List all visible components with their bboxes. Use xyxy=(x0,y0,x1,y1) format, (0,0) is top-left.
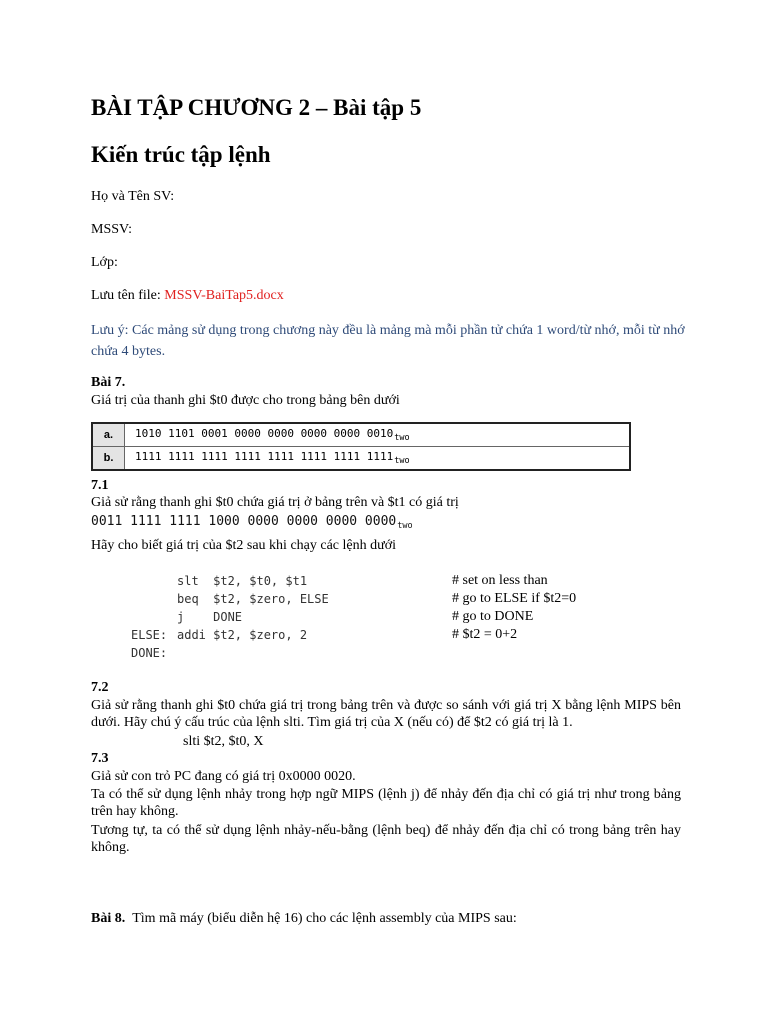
code-comment: # set on less than xyxy=(452,573,548,588)
base-subscript: two xyxy=(394,456,410,466)
file-name: MSSV-BaiTap5.docx xyxy=(164,288,284,303)
bai8-heading: Bài 8. xyxy=(91,911,126,926)
register-value-table xyxy=(91,422,631,471)
note-text: Lưu ý: Các mảng sử dụng trong chương này đều là mảng mà mỗi phần tử chứa 1 word/từ nhớ, mỗi từ nhớ chứa 4 bytes. xyxy=(91,323,685,359)
s73-p1: Giả sử con trỏ PC đang có giá trị 0x0000 0020. xyxy=(91,769,356,784)
s72-text: Giả sử rằng thanh ghi $t0 chứa giá trị trong bảng trên và được so sánh với giá trị X bằng lệnh MIPS bên dưới. Hãy chú ý cấu trúc của lệnh slti. Tìm giá trị của X (nếu có) để $t2 có giá trị là 1. xyxy=(91,698,681,730)
code-label: ELSE: xyxy=(131,628,168,642)
s72-heading: 7.2 xyxy=(91,680,109,695)
s72-instruction: slti $t2, $t0, X xyxy=(183,734,264,749)
s71-line1: Giả sử rằng thanh ghi $t0 chứa giá trị ở bảng trên và $t1 có giá trị xyxy=(91,495,459,510)
binary-value: 1010 1101 0001 0000 0000 0000 0000 0010 xyxy=(135,427,394,440)
s71-heading: 7.1 xyxy=(91,478,109,493)
code-instruction: j DONE xyxy=(177,610,243,624)
student-id-field: MSSV: xyxy=(91,222,132,237)
code-comment: # go to DONE xyxy=(452,609,534,624)
s73-p3: Tương tự, ta có thể sử dụng lệnh nhảy-nếu-bằng (lệnh beq) để nhảy đến địa chỉ có trong bảng trên hay không. xyxy=(91,823,681,855)
file-label: Lưu tên file: xyxy=(91,288,165,303)
binary-value: 0011 1111 1111 1000 0000 0000 0000 0000 xyxy=(91,514,397,529)
base-subscript: two xyxy=(394,433,410,443)
page-title: BÀI TẬP CHƯƠNG 2 – Bài tập 5 xyxy=(91,95,422,120)
row-value xyxy=(125,447,631,471)
table-row xyxy=(92,447,630,471)
bai8-text: Tìm mã máy (biểu diễn hệ 16) cho các lệnh assembly của MIPS sau: xyxy=(132,911,517,926)
code-label: DONE: xyxy=(131,646,168,660)
s71-binary xyxy=(91,514,413,531)
class-field: Lớp: xyxy=(91,255,118,270)
row-label: b. xyxy=(92,447,125,471)
code-comment: # go to ELSE if $t2=0 xyxy=(452,591,577,606)
binary-value: 1111 1111 1111 1111 1111 1111 1111 1111 xyxy=(135,450,394,463)
code-instruction: slt $t2, $t0, $t1 xyxy=(177,574,308,588)
bai7-intro: Giá trị của thanh ghi $t0 được cho trong bảng bên dưới xyxy=(91,393,400,408)
row-label: a. xyxy=(92,423,125,447)
code-instruction: addi $t2, $zero, 2 xyxy=(177,628,308,642)
code-comment: # $t2 = 0+2 xyxy=(452,627,518,642)
code-instruction: beq $t2, $zero, ELSE xyxy=(177,592,329,606)
s71-line2: Hãy cho biết giá trị của $t2 sau khi chạy các lệnh dưới xyxy=(91,538,396,553)
table-row xyxy=(92,423,630,447)
row-value xyxy=(125,423,631,447)
file-name-instruction xyxy=(91,288,284,304)
page-subtitle: Kiến trúc tập lệnh xyxy=(91,142,271,167)
s73-p2: Ta có thể sử dụng lệnh nhảy trong hợp ngữ MIPS (lệnh j) để nhảy đến địa chỉ có giá trị như trong bảng trên hay không. xyxy=(91,787,681,819)
bai7-heading: Bài 7. xyxy=(91,375,126,390)
s73-heading: 7.3 xyxy=(91,751,109,766)
student-name-field: Họ và Tên SV: xyxy=(91,189,175,204)
base-subscript: two xyxy=(397,521,413,531)
bai8-paragraph xyxy=(91,911,517,927)
